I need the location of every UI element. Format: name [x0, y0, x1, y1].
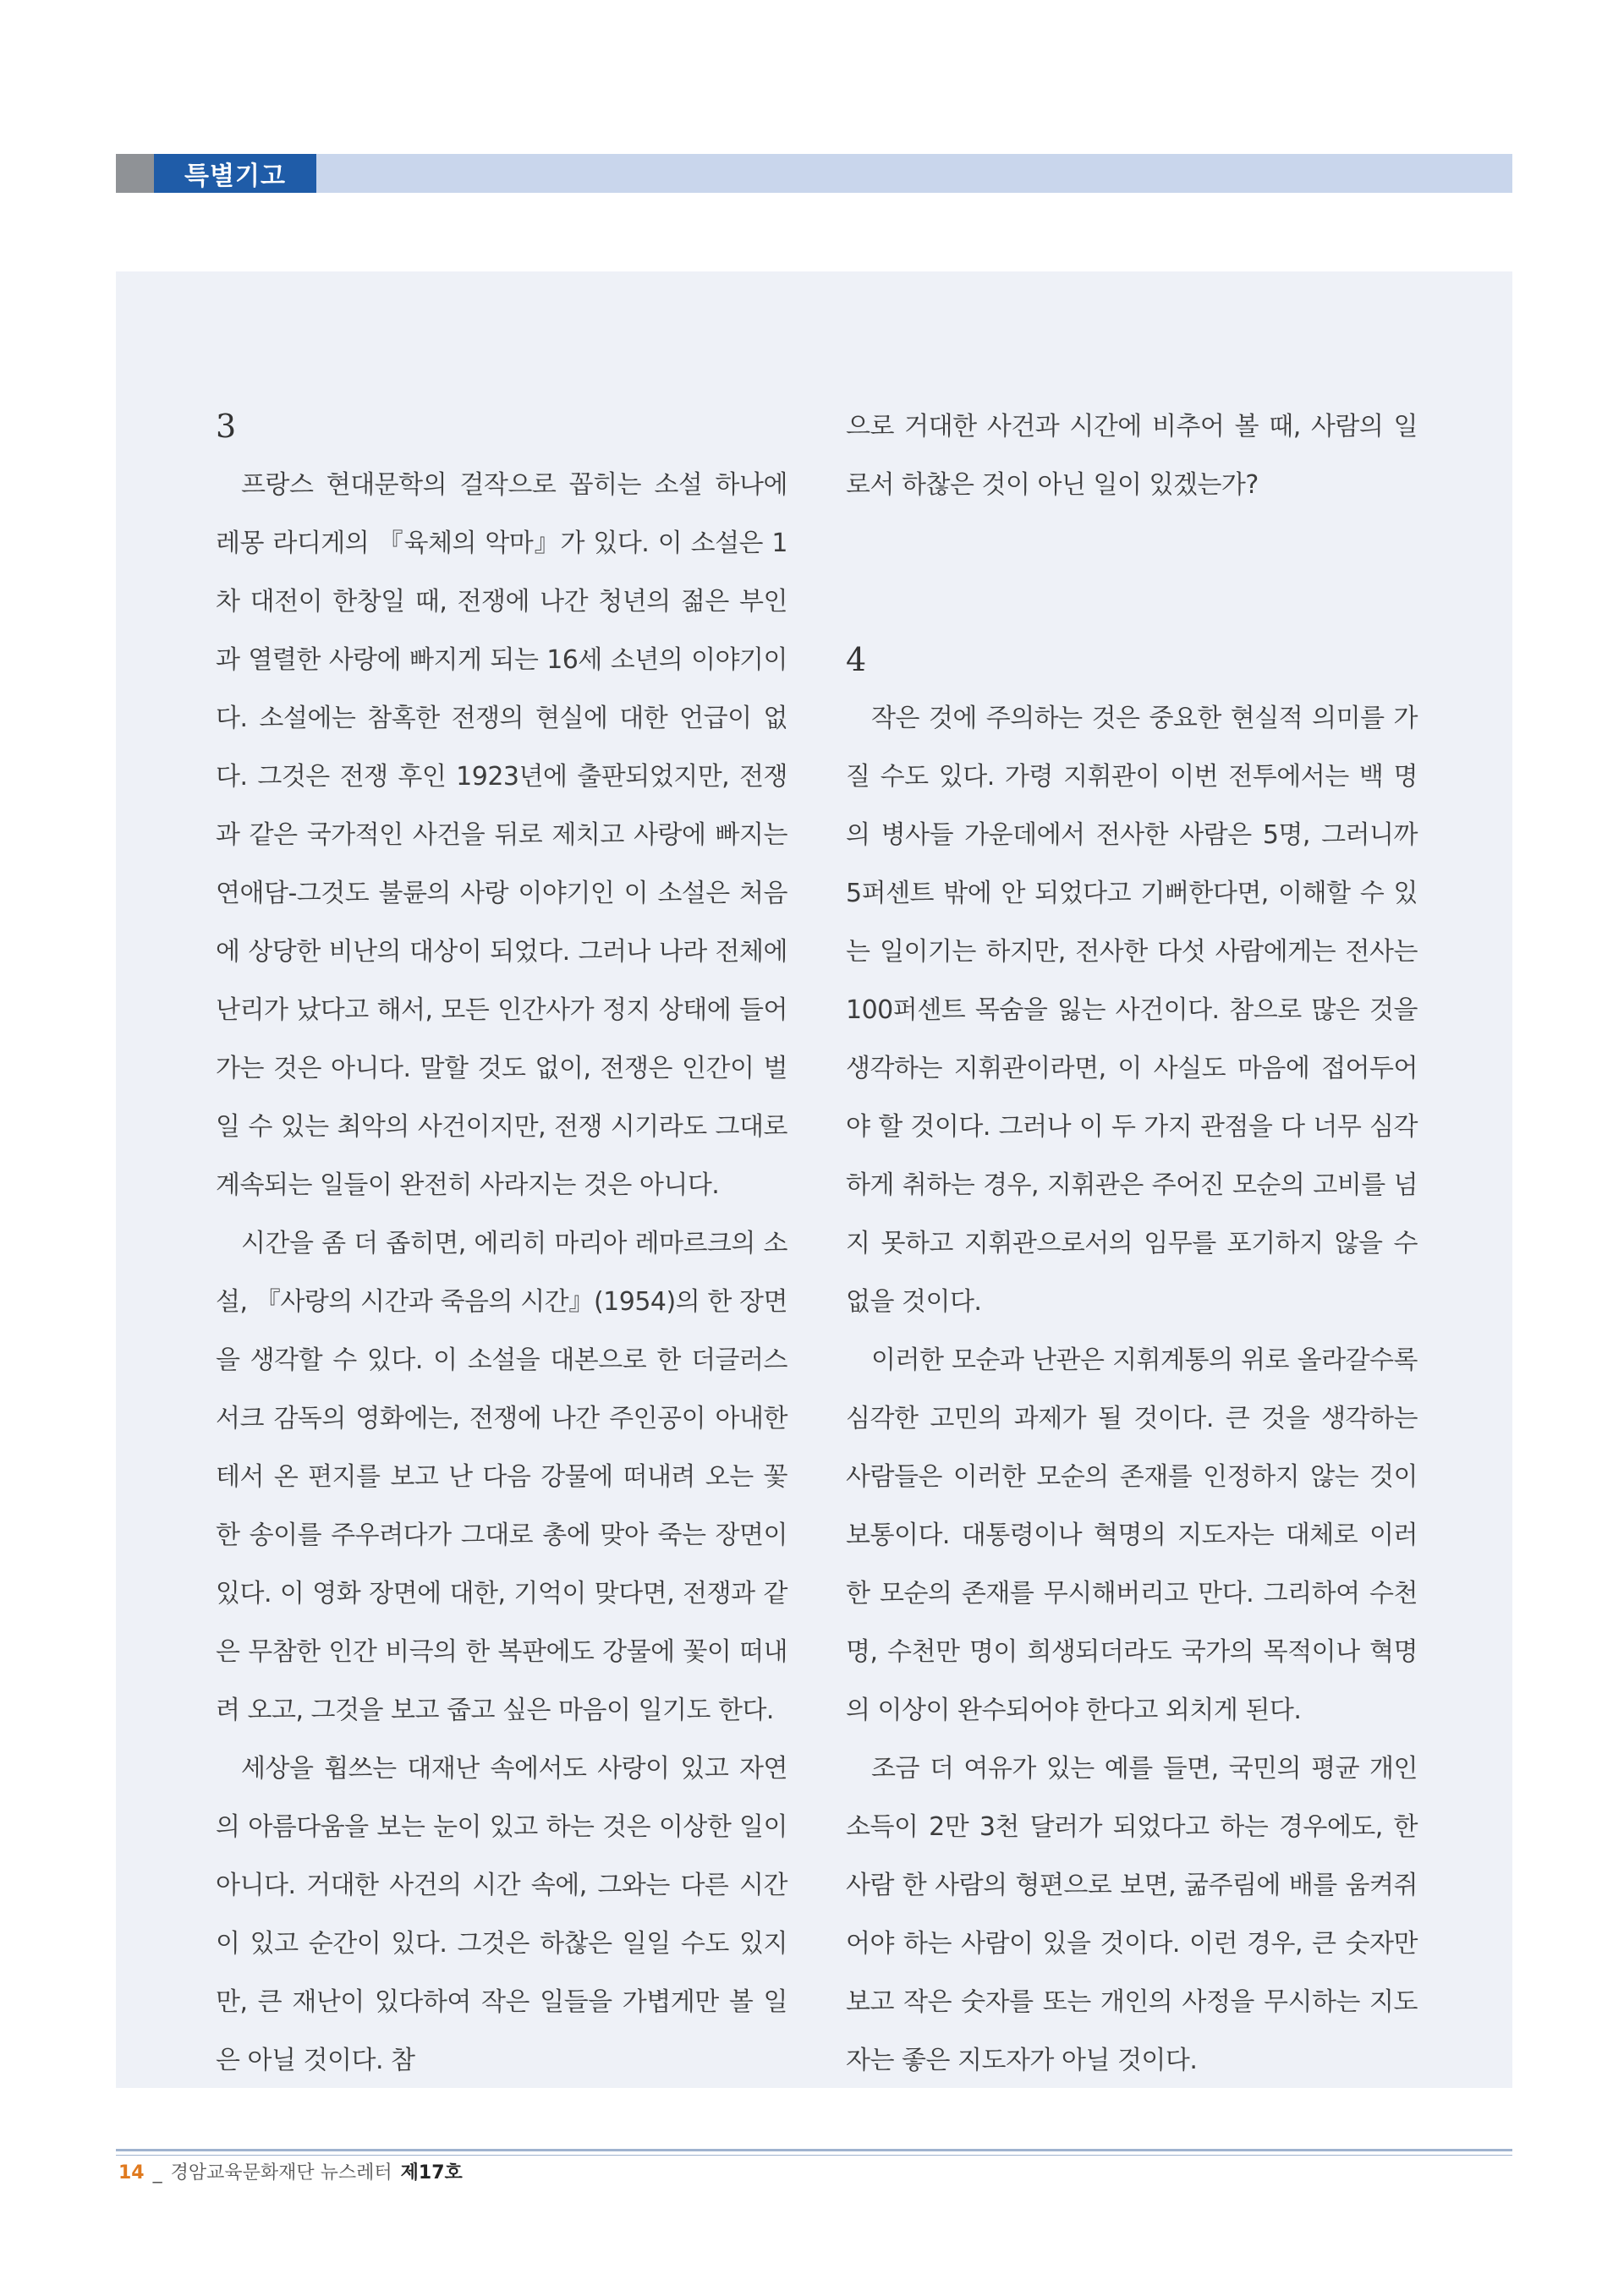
paragraph: 세상을 휩쓰는 대재난 속에서도 사랑이 있고 자연의 아름다움을 보는 눈이 있고 하는 것은 이상한 일이 아니다. 거대한 사건의 시간 속에, 그와는 다른 시간이 있고 순간이 있다. 그것은 하찮은 일일 수도 있지만, 큰 재난이 있다하여 작은 일들을 가볍게만 볼 일은 아닐 것이다. 참 — [216, 1754, 787, 2075]
paragraph: 이러한 모순과 난관은 지휘계통의 위로 올라갈수록 심각한 고민의 과제가 될 것이다. 큰 것을 생각하는 사람들은 이러한 모순의 존재를 인정하지 않는 것이 보통이다. 대통령이나 혁명의 지도자는 대체로 이러한 모순의 존재를 무시해버리고 만다. 그리하여 수천 명, 수천만 명이 희생되더라도 국가의 목적이나 혁명의 이상이 완수되어야 한다고 외치게 된다. — [846, 1345, 1418, 1725]
page-number: 14 — [118, 2162, 145, 2184]
section-header-band — [116, 154, 1512, 193]
article-column-left — [216, 397, 787, 2090]
paragraph-continuation: 으로 거대한 사건과 시간에 비추어 볼 때, 사람의 일로서 하찮은 것이 아닌 일이 있겠는가? — [846, 412, 1418, 500]
page-footer — [118, 2161, 463, 2186]
paragraph: 프랑스 현대문학의 걸작으로 꼽히는 소설 하나에 레몽 라디게의 『육체의 악마』가 있다. 이 소설은 1차 대전이 한창일 때, 전쟁에 나간 청년의 젊은 부인과 열렬한 사랑에 빠지게 되는 16세 소년의 이야기이다. 소설에는 참혹한 전쟁의 현실에 대한 언급이 없다. 그것은 전쟁 후인 1923년에 출판되었지만, 전쟁과 같은 국가적인 사건을 뒤로 제치고 사랑에 빠지는 연애담-그것도 불륜의 사랑 이야기인 이 소설은 처음에 상당한 비난의 대상이 되었다. 그러나 나라 전체에 난리가 났다고 해서, 모든 인간사가 정지 상태에 들어가는 것은 아니다. 말할 것도 없이, 전쟁은 인간이 벌일 수 있는 최악의 사건이지만, 전쟁 시기라도 그대로 계속되는 일들이 완전히 사라지는 것은 아니다. — [216, 470, 787, 1200]
section-gap — [846, 514, 1418, 631]
section-header-label: 특별기고 — [154, 154, 316, 193]
footer-separator: _ — [152, 2162, 162, 2184]
publication-name: 경암교육문화재단 뉴스레터 — [170, 2162, 392, 2184]
footer-rule — [116, 2149, 1512, 2151]
paragraph: 작은 것에 주의하는 것은 중요한 현실적 의미를 가질 수도 있다. 가령 지휘관이 이번 전투에서는 백 명의 병사들 가운데에서 전사한 사람은 5명, 그러니까 5퍼센트 밖에 안 되었다고 기뻐한다면, 이해할 수 있는 일이기는 하지만, 전사한 다섯 사람에게는 전사는 100퍼센트 목숨을 잃는 사건이다. 참으로 많은 것을 생각하는 지휘관이라면, 이 사실도 마음에 접어두어야 할 것이다. 그러나 이 두 가지 관점을 다 너무 심각하게 취하는 경우, 지휘관은 주어진 모순의 고비를 넘지 못하고 지휘관으로서의 임무를 포기하지 않을 수 없을 것이다. — [846, 704, 1418, 1317]
paragraph: 시간을 좀 더 좁히면, 에리히 마리아 레마르크의 소설, 『사랑의 시간과 죽음의 시간』(1954)의 한 장면을 생각할 수 있다. 이 소설을 대본으로 한 더글러스 서크 감독의 영화에는, 전쟁에 나간 주인공이 아내한테서 온 편지를 보고 난 다음 강물에 떠내려 오는 꽃 한 송이를 주우려다가 그대로 총에 맞아 죽는 장면이 있다. 이 영화 장면에 대한, 기억이 맞다면, 전쟁과 같은 무참한 인간 비극의 한 복판에도 강물에 꽃이 떠내려 오고, 그것을 보고 줍고 싶은 마음이 일기도 한다. — [216, 1229, 787, 1725]
paragraph: 조금 더 여유가 있는 예를 들면, 국민의 평균 개인 소득이 2만 3천 달러가 되었다고 하는 경우에도, 한 사람 한 사람의 형편으로 보면, 굶주림에 배를 움켜쥐어야 하는 사람이 있을 것이다. 이런 경우, 큰 숫자만 보고 작은 숫자를 또는 개인의 사정을 무시하는 지도자는 좋은 지도자가 아닐 것이다. — [846, 1754, 1418, 2075]
section-number: 3 — [216, 408, 237, 445]
section-header-marker — [116, 154, 154, 193]
issue-number: 제17호 — [400, 2162, 463, 2184]
footer-rule-thin — [116, 2155, 1512, 2156]
article-column-right — [846, 397, 1418, 2090]
section-number: 4 — [846, 641, 867, 678]
